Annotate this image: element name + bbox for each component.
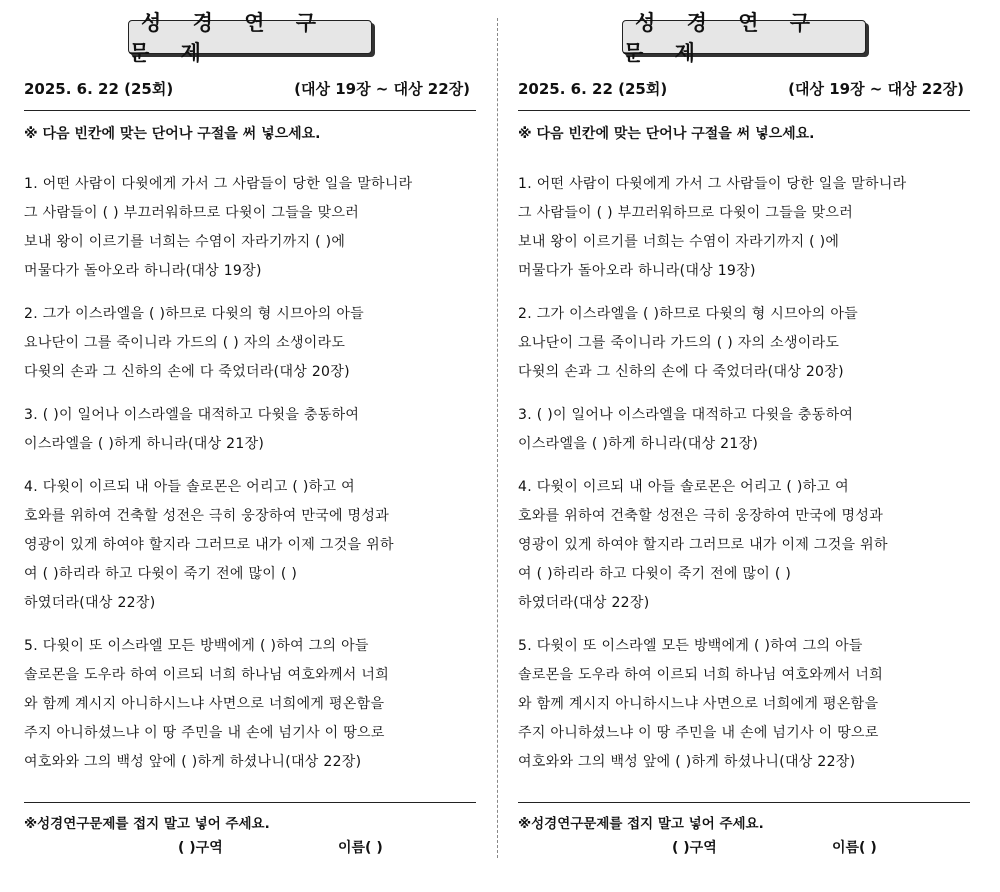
question-line: 다윗의 손과 그 신하의 손에 다 죽었더라(대상 20장) — [24, 364, 350, 380]
name-field: 이름( ) — [832, 840, 877, 856]
question-line: 2. 그가 이스라엘을 ( )하므로 다윗의 형 시므아의 아들 — [518, 306, 858, 322]
question-3 — [24, 401, 476, 459]
question-line: 여호와와 그의 백성 앞에 ( )하게 하셨나니(대상 22장) — [24, 754, 362, 770]
question-line: 보내 왕이 이르기를 너희는 수염이 자라기까지 ( )에 — [24, 234, 346, 250]
question-line: 주지 아니하셨느냐 이 땅 주민을 내 손에 넘기사 이 땅으로 — [518, 725, 879, 741]
instruction: ※ 다음 빈칸에 맞는 단어나 구절을 써 넣으세요. — [518, 126, 815, 142]
question-line: 4. 다윗이 이르되 내 아들 솔로몬은 어리고 ( )하고 여 — [24, 479, 355, 495]
question-line: 1. 어떤 사람이 다윗에게 가서 그 사람들이 당한 일을 말하니라 — [24, 176, 413, 192]
question-line: 1. 어떤 사람이 다윗에게 가서 그 사람들이 당한 일을 말하니라 — [518, 176, 907, 192]
question-4 — [24, 473, 476, 618]
question-line: 와 함께 계시지 아니하시느냐 사면으로 너희에게 평온함을 — [518, 696, 879, 712]
worksheet-title: 성 경 연 구 문 제 — [622, 20, 866, 54]
question-line: 영광이 있게 하여야 할지라 그러므로 내가 이제 그것을 위하 — [518, 537, 888, 553]
date-line — [24, 78, 474, 99]
footer-rule — [518, 802, 970, 803]
worksheet-title: 성 경 연 구 문 제 — [128, 20, 372, 54]
chapter-range: (대상 19장 ~ 대상 22장) — [294, 80, 470, 98]
question-line: 요나단이 그를 죽이니라 가드의 ( ) 자의 소생이라도 — [24, 335, 346, 351]
header-rule — [518, 110, 970, 111]
question-line: 여 ( )하리라 하고 다윗이 죽기 전에 많이 ( ) — [518, 566, 792, 582]
question-line: 이스라엘을 ( )하게 하니라(대상 21장) — [24, 436, 265, 452]
question-2 — [518, 300, 970, 387]
name-field: 이름( ) — [338, 840, 383, 856]
question-line: 솔로몬을 도우라 하여 이르되 너희 하나님 여호와께서 너희 — [24, 667, 390, 683]
question-line: 2. 그가 이스라엘을 ( )하므로 다윗의 형 시므아의 아들 — [24, 306, 364, 322]
question-line: 주지 아니하셨느냐 이 땅 주민을 내 손에 넘기사 이 땅으로 — [24, 725, 385, 741]
footer-note: ※성경연구문제를 접지 말고 넣어 주세요. — [518, 816, 764, 832]
question-line: 3. ( )이 일어나 이스라엘을 대적하고 다윗을 충동하여 — [24, 407, 360, 423]
question-line: 호와를 위하여 건축할 성전은 극히 웅장하여 만국에 명성과 — [518, 508, 884, 524]
question-4 — [518, 473, 970, 618]
question-5 — [24, 632, 476, 777]
header-rule — [24, 110, 476, 111]
question-list — [24, 170, 476, 791]
question-line: 영광이 있게 하여야 할지라 그러므로 내가 이제 그것을 위하 — [24, 537, 394, 553]
footer-note: ※성경연구문제를 접지 말고 넣어 주세요. — [24, 816, 270, 832]
issue-date: 2025. 6. 22 (25회) — [24, 80, 174, 98]
worksheet-left — [24, 0, 500, 892]
issue-date: 2025. 6. 22 (25회) — [518, 80, 668, 98]
question-line: 5. 다윗이 또 이스라엘 모든 방백에게 ( )하여 그의 아들 — [518, 638, 863, 654]
question-line: 요나단이 그를 죽이니라 가드의 ( ) 자의 소생이라도 — [518, 335, 840, 351]
question-line: 5. 다윗이 또 이스라엘 모든 방백에게 ( )하여 그의 아들 — [24, 638, 369, 654]
question-line: 여호와와 그의 백성 앞에 ( )하게 하셨나니(대상 22장) — [518, 754, 856, 770]
question-line: 보내 왕이 이르기를 너희는 수염이 자라기까지 ( )에 — [518, 234, 840, 250]
instruction: ※ 다음 빈칸에 맞는 단어나 구절을 써 넣으세요. — [24, 126, 321, 142]
date-line — [518, 78, 968, 99]
question-line: 호와를 위하여 건축할 성전은 극히 웅장하여 만국에 명성과 — [24, 508, 390, 524]
question-list — [518, 170, 970, 791]
question-line: 하였더라(대상 22장) — [24, 595, 156, 611]
question-line: 그 사람들이 ( ) 부끄러워하므로 다윗이 그들을 맞으러 — [518, 205, 854, 221]
question-line: 이스라엘을 ( )하게 하니라(대상 21장) — [518, 436, 759, 452]
question-line: 하였더라(대상 22장) — [518, 595, 650, 611]
question-line: 솔로몬을 도우라 하여 이르되 너희 하나님 여호와께서 너희 — [518, 667, 884, 683]
question-1 — [518, 170, 970, 286]
question-line: 3. ( )이 일어나 이스라엘을 대적하고 다윗을 충동하여 — [518, 407, 854, 423]
question-line: 머물다가 돌아오라 하니라(대상 19장) — [24, 263, 262, 279]
worksheet-right — [518, 0, 994, 892]
district-field: ( )구역 — [672, 840, 717, 856]
chapter-range: (대상 19장 ~ 대상 22장) — [788, 80, 964, 98]
question-line: 4. 다윗이 이르되 내 아들 솔로몬은 어리고 ( )하고 여 — [518, 479, 849, 495]
question-line: 여 ( )하리라 하고 다윗이 죽기 전에 많이 ( ) — [24, 566, 298, 582]
district-field: ( )구역 — [178, 840, 223, 856]
question-2 — [24, 300, 476, 387]
question-5 — [518, 632, 970, 777]
question-line: 다윗의 손과 그 신하의 손에 다 죽었더라(대상 20장) — [518, 364, 844, 380]
footer-rule — [24, 802, 476, 803]
question-1 — [24, 170, 476, 286]
question-3 — [518, 401, 970, 459]
question-line: 머물다가 돌아오라 하니라(대상 19장) — [518, 263, 756, 279]
question-line: 그 사람들이 ( ) 부끄러워하므로 다윗이 그들을 맞으러 — [24, 205, 360, 221]
question-line: 와 함께 계시지 아니하시느냐 사면으로 너희에게 평온함을 — [24, 696, 385, 712]
